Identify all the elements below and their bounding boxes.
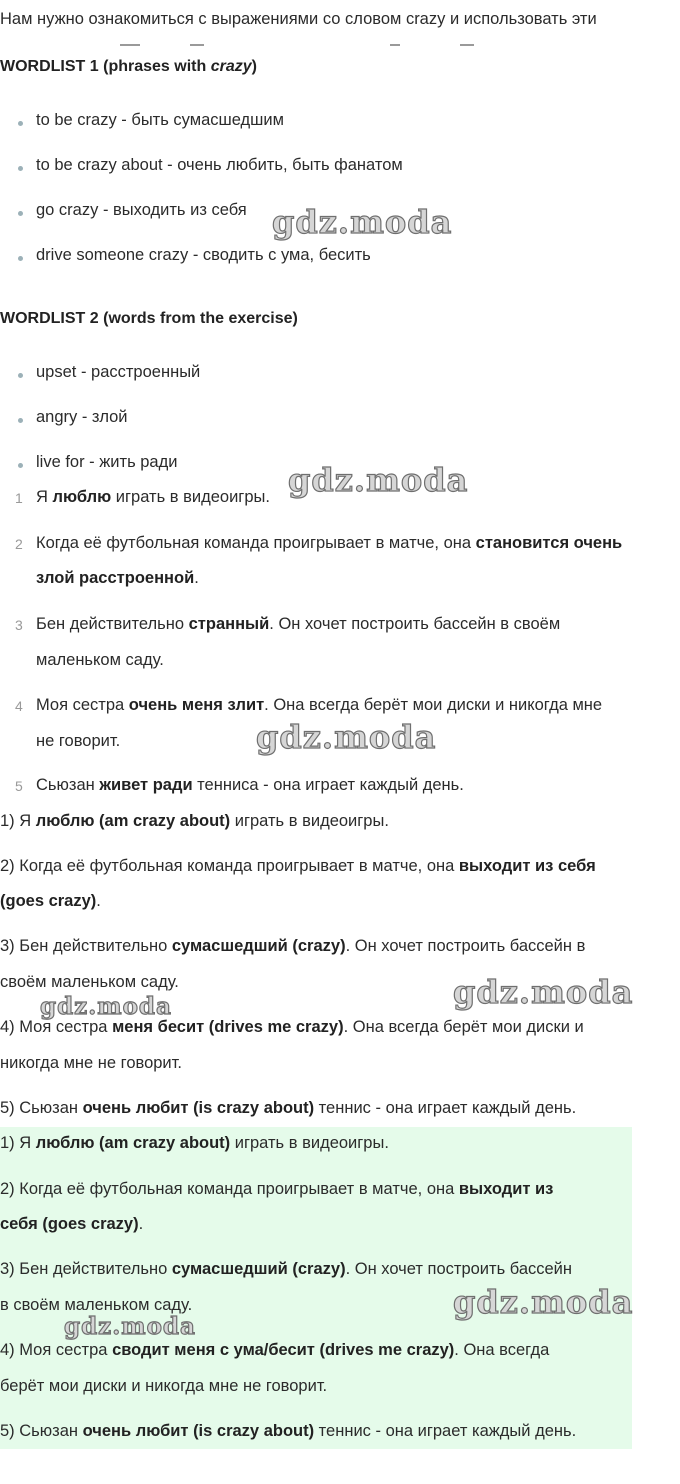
answer-bold: очень любит (is crazy about): [82, 1422, 315, 1440]
answer-text: .: [96, 892, 101, 910]
answer-2: [0, 857, 596, 876]
answer-final-3: [0, 1260, 572, 1279]
answer-bold: себя (goes crazy): [0, 1215, 139, 1233]
answer-2-cont: [0, 892, 101, 911]
clipped-text-line: [60, 36, 540, 48]
answer-final-3-cont: в своём маленьком саду.: [0, 1296, 193, 1314]
wordlist2-item: live for - жить ради: [36, 453, 178, 471]
wordlist1-item: to be crazy about - очень любить, быть фанатом: [36, 156, 403, 174]
answer-bold: сумасшедший (crazy): [171, 1260, 346, 1278]
bullet-icon: [18, 418, 23, 423]
answer-bold: выходит из: [458, 1180, 554, 1198]
answer-text: 1) Я: [0, 1134, 36, 1152]
answer-1: [0, 812, 389, 831]
wordlist1-heading: [0, 58, 257, 76]
watermark-logo: gdz.moda: [453, 973, 634, 1011]
list-number: 4: [15, 698, 23, 714]
exercise-sentence-1: [36, 488, 270, 507]
wordlist1-item: to be crazy - быть сумасшедшим: [36, 111, 284, 129]
bullet-icon: [18, 463, 23, 468]
answer-bold: сводит меня с ума/бесит (drives me crazy): [112, 1341, 455, 1359]
watermark-logo: gdz.moda: [272, 203, 453, 241]
sentence-bold: злой расстроенной: [36, 569, 195, 587]
answer-final-5: [0, 1422, 576, 1441]
answer-text: 5) Сьюзан: [0, 1099, 83, 1117]
list-number: 2: [15, 536, 23, 552]
answer-bold: люблю (am crazy about): [35, 1134, 231, 1152]
answer-bold: выходит из себя: [458, 857, 596, 875]
answer-text: играть в видеоигры.: [230, 812, 389, 830]
wordlist1-item: drive someone crazy - сводить с ума, бесить: [36, 246, 371, 264]
wordlist1-heading-close: ): [251, 58, 257, 75]
answer-text: 2) Когда её футбольная команда проигрывает в матче, она: [0, 1180, 459, 1198]
answer-text: 4) Моя сестра: [0, 1341, 113, 1359]
answer-text: 5) Сьюзан: [0, 1422, 83, 1440]
watermark-logo: gdz.moda: [288, 461, 469, 499]
answer-4-cont: никогда мне не говорит.: [0, 1054, 182, 1072]
exercise-sentence-4: [36, 696, 602, 715]
answer-text: . Он хочет построить бассейн: [345, 1260, 573, 1278]
exercise-sentence-2: [36, 534, 622, 553]
sentence-bold: странный: [188, 615, 270, 633]
answer-text: 4) Моя сестра: [0, 1018, 113, 1036]
wordlist2-item: angry - злой: [36, 408, 128, 426]
watermark-logo: gdz.moda: [256, 718, 437, 756]
sentence-bold: очень меня злит: [128, 696, 265, 714]
sentence-text: играть в видеоигры.: [111, 488, 270, 506]
exercise-sentence-5: [36, 776, 464, 795]
answer-text: играть в видеоигры.: [230, 1134, 389, 1152]
answer-text: . Он хочет построить бассейн в: [345, 937, 586, 955]
answer-4: [0, 1018, 584, 1037]
sentence-text: . Он хочет построить бассейн в своём: [269, 615, 561, 633]
sentence-text: Когда её футбольная команда проигрывает в матче, она: [36, 534, 476, 552]
bullet-icon: [18, 211, 23, 216]
answer-final-1: [0, 1134, 389, 1153]
sentence-text: Моя сестра: [36, 696, 129, 714]
exercise-sentence-3: [36, 615, 560, 634]
bullet-icon: [18, 166, 23, 171]
exercise-sentence-2-cont: [36, 569, 199, 588]
answer-text: 3) Бен действительно: [0, 937, 172, 955]
wordlist1-heading-crazy: crazy: [210, 58, 252, 75]
answer-bold: очень любит (is crazy about): [82, 1099, 315, 1117]
bullet-icon: [18, 373, 23, 378]
exercise-sentence-3-cont: маленьком саду.: [36, 651, 164, 669]
wordlist1-heading-text: WORDLIST 1 (phrases with: [0, 58, 211, 75]
wordlist2-heading: WORDLIST 2 (words from the exercise): [0, 310, 298, 327]
answer-text: . Она всегда берёт мои диски и: [343, 1018, 584, 1036]
wordlist1-item: go crazy - выходить из себя: [36, 201, 247, 219]
sentence-text: Я: [36, 488, 53, 506]
sentence-text: Бен действительно: [36, 615, 189, 633]
watermark-logo: gdz.moda: [64, 1313, 196, 1340]
answer-5: [0, 1099, 576, 1118]
answer-text: теннис - она играет каждый день.: [314, 1099, 577, 1117]
answer-text: теннис - она играет каждый день.: [314, 1422, 577, 1440]
answer-final-2-cont: [0, 1215, 143, 1234]
intro-text: Нам нужно ознакомиться с выражениями со словом crazy и использовать эти: [0, 10, 597, 28]
answer-text: 1) Я: [0, 812, 36, 830]
bullet-icon: [18, 256, 23, 261]
sentence-bold: люблю: [52, 488, 112, 506]
sentence-bold: становится очень: [475, 534, 623, 552]
list-number: 1: [15, 490, 23, 506]
answer-3-cont: своём маленьком саду.: [0, 973, 179, 991]
answer-final-2: [0, 1180, 553, 1199]
sentence-text: тенниса - она играет каждый день.: [192, 776, 464, 794]
answer-text: .: [138, 1215, 144, 1233]
answer-bold: меня бесит (drives me crazy): [112, 1018, 344, 1036]
answer-text: . Она всегда: [454, 1341, 550, 1359]
sentence-text: .: [194, 569, 199, 587]
sentence-text: Сьюзан: [36, 776, 100, 794]
sentence-text: . Она всегда берёт мои диски и никогда мне: [264, 696, 603, 714]
sentence-bold: живет ради: [99, 776, 193, 794]
watermark-logo: gdz.moda: [453, 1283, 634, 1321]
answer-text: 2) Когда её футбольная команда проигрывает в матче, она: [0, 857, 459, 875]
bullet-icon: [18, 121, 23, 126]
answer-3: [0, 937, 585, 956]
wordlist2-item: upset - расстроенный: [36, 363, 201, 381]
list-number: 5: [15, 778, 23, 794]
answer-text: 3) Бен действительно: [0, 1260, 172, 1278]
answer-final-4-cont: берёт мои диски и никогда мне не говорит.: [0, 1377, 328, 1395]
watermark-logo: gdz.moda: [40, 993, 172, 1020]
answer-bold: люблю (am crazy about): [35, 812, 231, 830]
list-number: 3: [15, 617, 23, 633]
answer-final-4: [0, 1341, 549, 1360]
answer-bold: (goes crazy): [0, 892, 97, 910]
exercise-sentence-4-cont: не говорит.: [36, 732, 121, 750]
answer-bold: сумасшедший (crazy): [171, 937, 346, 955]
